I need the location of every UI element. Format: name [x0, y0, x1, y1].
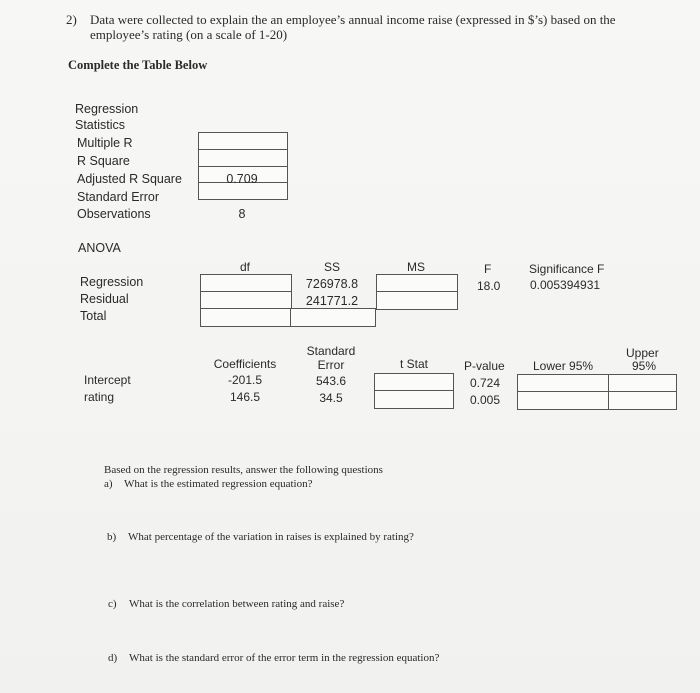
anova-header-ss: SS [323, 260, 340, 274]
anova-header-significance-f: Significance F [529, 262, 605, 276]
anova-significance-f-value: 0.005394931 [530, 278, 601, 292]
anova-ms-box[interactable] [376, 274, 458, 310]
coef-intercept-value: -201.5 [227, 373, 263, 387]
anova-df-box[interactable] [200, 274, 292, 327]
anova-ss-residual: 241771.2 [305, 294, 359, 308]
label-adjusted-r-square: Adjusted R Square [77, 172, 182, 186]
question-b-label: b) [107, 531, 117, 543]
question-c-label: c) [108, 598, 117, 610]
question-a-label: a) [104, 478, 113, 490]
anova-ss-regression: 726978.8 [305, 277, 359, 291]
coef-header-lower-95: Lower 95% [533, 359, 594, 373]
coef-header-se-line-1: Standard [306, 344, 356, 358]
confidence-interval-answer-box[interactable] [517, 374, 677, 410]
coef-header-upper-line-2: 95% [632, 359, 657, 373]
question-c-text: What is the correlation between rating and raise? [129, 598, 345, 610]
question-b-text: What percentage of the variation in raises is explained by rating? [128, 531, 414, 543]
label-multiple-r: Multiple R [77, 136, 133, 150]
value-adjusted-r-square: 0.709 [226, 172, 258, 186]
anova-ss-total-box[interactable] [290, 308, 376, 327]
coef-header-coefficients: Coefficients [213, 357, 277, 371]
coef-header-t-stat: t Stat [399, 357, 428, 371]
problem-line-1: Data were collected to explain the an employee’s annual income raise (expressed in $’s) based on the [90, 12, 616, 27]
regression-stats-header-1: Regression [75, 102, 139, 116]
instruction-heading: Complete the Table Below [68, 58, 208, 72]
coef-rating-value: 146.5 [229, 390, 261, 404]
coef-header-p-value: P-value [464, 359, 505, 373]
question-d-text: What is the standard error of the error term in the regression equation? [129, 652, 440, 664]
se-rating-value: 34.5 [319, 391, 343, 405]
coef-label-rating: rating [84, 390, 115, 404]
coef-header-upper-line-1: Upper [626, 346, 659, 360]
anova-header-f: F [484, 262, 492, 276]
problem-number: 2) [66, 12, 77, 27]
p-value-rating: 0.005 [470, 393, 501, 407]
label-standard-error: Standard Error [77, 190, 159, 204]
label-r-square: R Square [77, 154, 130, 168]
regression-stats-header-2: Statistics [75, 118, 126, 132]
anova-label-regression: Regression [80, 275, 144, 289]
coef-header-se-line-2: Error [317, 358, 345, 372]
questions-intro: Based on the regression results, answer the following questions [104, 464, 383, 476]
coef-label-intercept: Intercept [84, 373, 131, 387]
p-value-intercept: 0.724 [470, 376, 501, 390]
se-intercept-value: 543.6 [315, 374, 347, 388]
anova-label-total: Total [80, 309, 107, 323]
anova-f-value: 18.0 [477, 279, 501, 293]
anova-title: ANOVA [78, 241, 121, 255]
anova-header-df: df [239, 260, 250, 274]
t-stat-answer-box[interactable] [374, 373, 454, 409]
regression-stats-answer-box[interactable] [198, 132, 288, 200]
label-observations: Observations [77, 207, 151, 221]
anova-label-residual: Residual [80, 292, 129, 306]
problem-line-2: employee’s rating (on a scale of 1-20) [90, 27, 288, 42]
question-d-label: d) [108, 652, 118, 664]
question-a-text: What is the estimated regression equation? [124, 478, 313, 490]
value-observations: 8 [238, 207, 246, 221]
anova-header-ms: MS [407, 260, 425, 274]
